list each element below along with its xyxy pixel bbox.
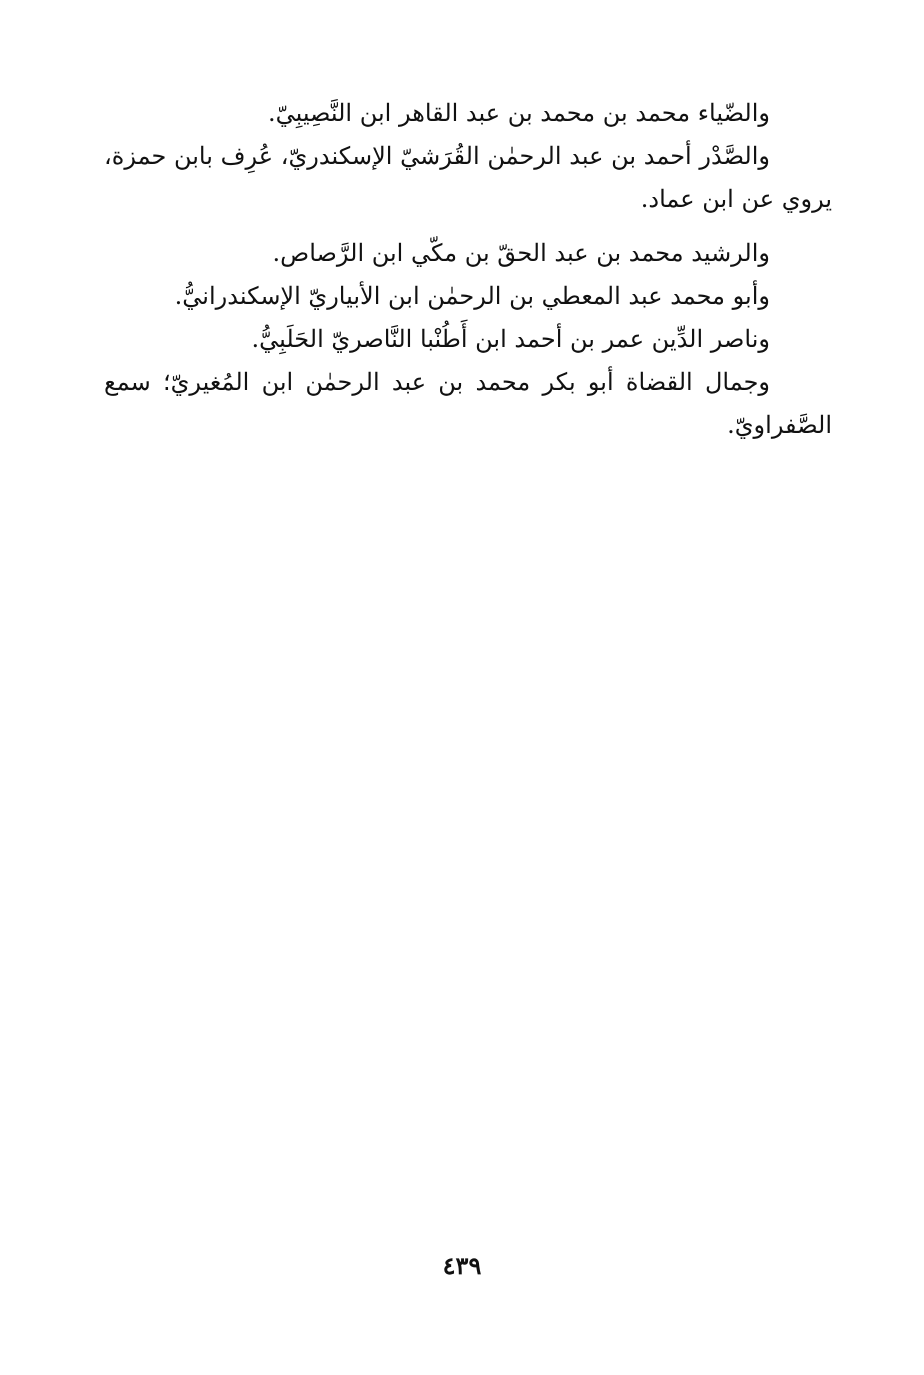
paragraph-1: والضّياء محمد بن محمد بن عبد القاهر ابن النَّصِيبِيّ. (267, 99, 770, 127)
paragraph-2: والصَّدْر أحمد بن عبد الرحمٰن القُرَشيّ الإسكندريّ، عُرِف بابن حمزة، يروي عن ابن عماد. (104, 142, 832, 213)
paragraph-4: وأبو محمد عبد المعطي بن الرحمٰن ابن الأبياريّ الإسكندرانيُّ. (174, 282, 770, 310)
paragraph-5: وناصر الدِّين عمر بن أحمد ابن أَطُنْبا النَّاصريّ الحَلَبِيُّ. (251, 325, 770, 353)
page-number: ٤٣٩ (442, 1251, 482, 1280)
paragraph-6: وجمال القضاة أبو بكر محمد بن عبد الرحمٰن ابن المُغيريّ؛ سمع الصَّفراويّ. (104, 368, 832, 439)
page-body-text (104, 92, 832, 447)
paragraph-3: والرشيد محمد بن عبد الحقّ بن مكّي ابن الرَّصاص. (272, 239, 770, 267)
